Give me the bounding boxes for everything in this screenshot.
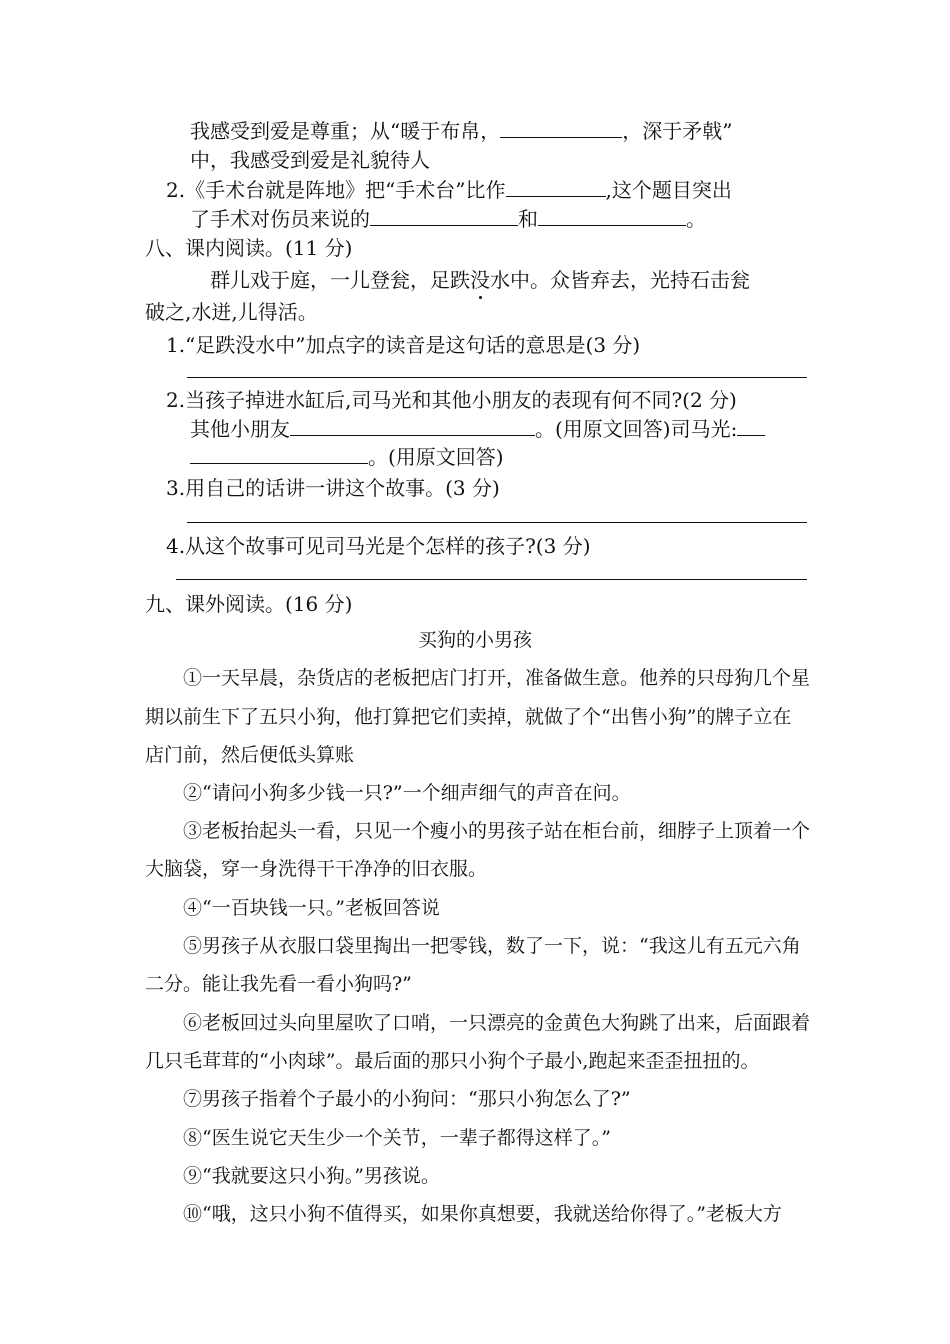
section8-heading: 八、课内阅读。(11 分) (145, 236, 353, 260)
story-line: ⑥老板回过头向里屋吹了口哨，一只漂亮的金黄色大狗跳了出来，后面跟着 (183, 1012, 811, 1034)
answer-line[interactable] (176, 579, 807, 580)
section8-q2-line3 (190, 443, 504, 471)
answer-blank[interactable] (506, 176, 606, 197)
answer-blank[interactable] (500, 117, 622, 138)
s7-q2-c: 了手术对伤员来说的 (190, 207, 370, 231)
story-line: ③老板抬起头一看，只见一个瘦小的男孩子站在柜台前，细脖子上顶着一个 (183, 820, 811, 842)
q2-other-kids: 其他小朋友 (190, 417, 290, 441)
s7-q2-d: 和 (518, 207, 538, 231)
dotted-char: 没 (470, 268, 490, 292)
story-line: 期以前生下了五只小狗，他打算把它们卖掉，就做了个“出售小狗”的牌子立在 (145, 706, 792, 728)
story-line: 大脑袋，穿一身洗得干干净净的旧衣服。 (145, 858, 488, 880)
s7-line1-b: ，深于矛戟” (622, 119, 733, 143)
section8-q4: 4.从这个故事可见司马光是个怎样的孩子?(3 分) (166, 534, 591, 558)
s7-q2-a: 2.《手术台就是阵地》把“手术台”比作 (166, 178, 506, 202)
passage-text: 水中。众皆弃去，光持石击瓮 (490, 268, 750, 292)
s7-q2-line1 (166, 176, 732, 204)
section8-q3: 3.用自己的话讲一讲这个故事。(3 分) (166, 476, 500, 500)
s7-q2-e: 。 (686, 207, 706, 231)
q2-note: 。(用原文回答) (368, 445, 504, 469)
q2-simaguang: 。(用原文回答)司马光: (535, 417, 738, 441)
s7-line1 (190, 117, 732, 145)
story-line: ⑧“医生说它天生少一个关节，一辈子都得这样了。” (183, 1127, 611, 1149)
story-line: 几只毛茸茸的“小肉球”。最后面的那只小狗个子最小,跑起来歪歪扭扭的。 (145, 1050, 760, 1072)
section8-passage-line1 (210, 266, 750, 294)
story-line: ②“请问小狗多少钱一只?”一个细声细气的声音在问。 (183, 782, 631, 804)
section8-passage-line2: 破之,水迸,儿得活。 (145, 300, 318, 324)
story-line: 店门前，然后便低头算账 (145, 744, 355, 766)
s7-line1-a: 我感受到爱是尊重；从“暖于布帛， (190, 119, 501, 143)
story-line: ①一天早晨，杂货店的老板把店门打开，准备做生意。他养的只母狗几个星 (183, 667, 811, 689)
story-line: ⑨“我就要这只小狗。”男孩说。 (183, 1165, 440, 1187)
answer-line[interactable] (187, 522, 807, 523)
story-title: 买狗的小男孩 (417, 629, 532, 651)
answer-blank[interactable] (370, 205, 518, 226)
answer-blank[interactable] (538, 205, 686, 226)
section8-q2: 2.当孩子掉进水缸后,司马光和其他小朋友的表现有何不同?(2 分) (166, 388, 737, 412)
story-line: ⑦男孩子指着个子最小的小狗问：“那只小狗怎么了?” (183, 1088, 631, 1110)
s7-q2-b: ,这个题目突出 (605, 178, 732, 202)
answer-blank[interactable] (190, 443, 368, 464)
story-line: ④“一百块钱一只。”老板回答说 (183, 897, 440, 919)
story-line: ⑤男孩子从衣服口袋里掏出一把零钱，数了一下，说：“我这儿有五元六角 (183, 935, 801, 957)
story-line: ⑩“哦，这只小狗不值得买，如果你真想要，我就送给你得了。”老板大方 (183, 1203, 782, 1225)
answer-blank[interactable] (737, 415, 765, 436)
s7-q2-line2 (190, 205, 706, 233)
answer-line[interactable] (187, 377, 807, 378)
section8-q2-line2 (190, 415, 765, 443)
section8-q1: 1.“足跌没水中”加点字的读音是这句话的意思是(3 分) (166, 333, 641, 357)
story-line: 二分。能让我先看一看小狗吗?” (145, 973, 412, 995)
section9-heading: 九、课外阅读。(16 分) (145, 592, 353, 616)
passage-text: 群儿戏于庭，一儿登瓮，足跌 (210, 268, 470, 292)
answer-blank[interactable] (290, 415, 535, 436)
s7-line2: 中，我感受到爱是礼貌待人 (190, 148, 430, 172)
